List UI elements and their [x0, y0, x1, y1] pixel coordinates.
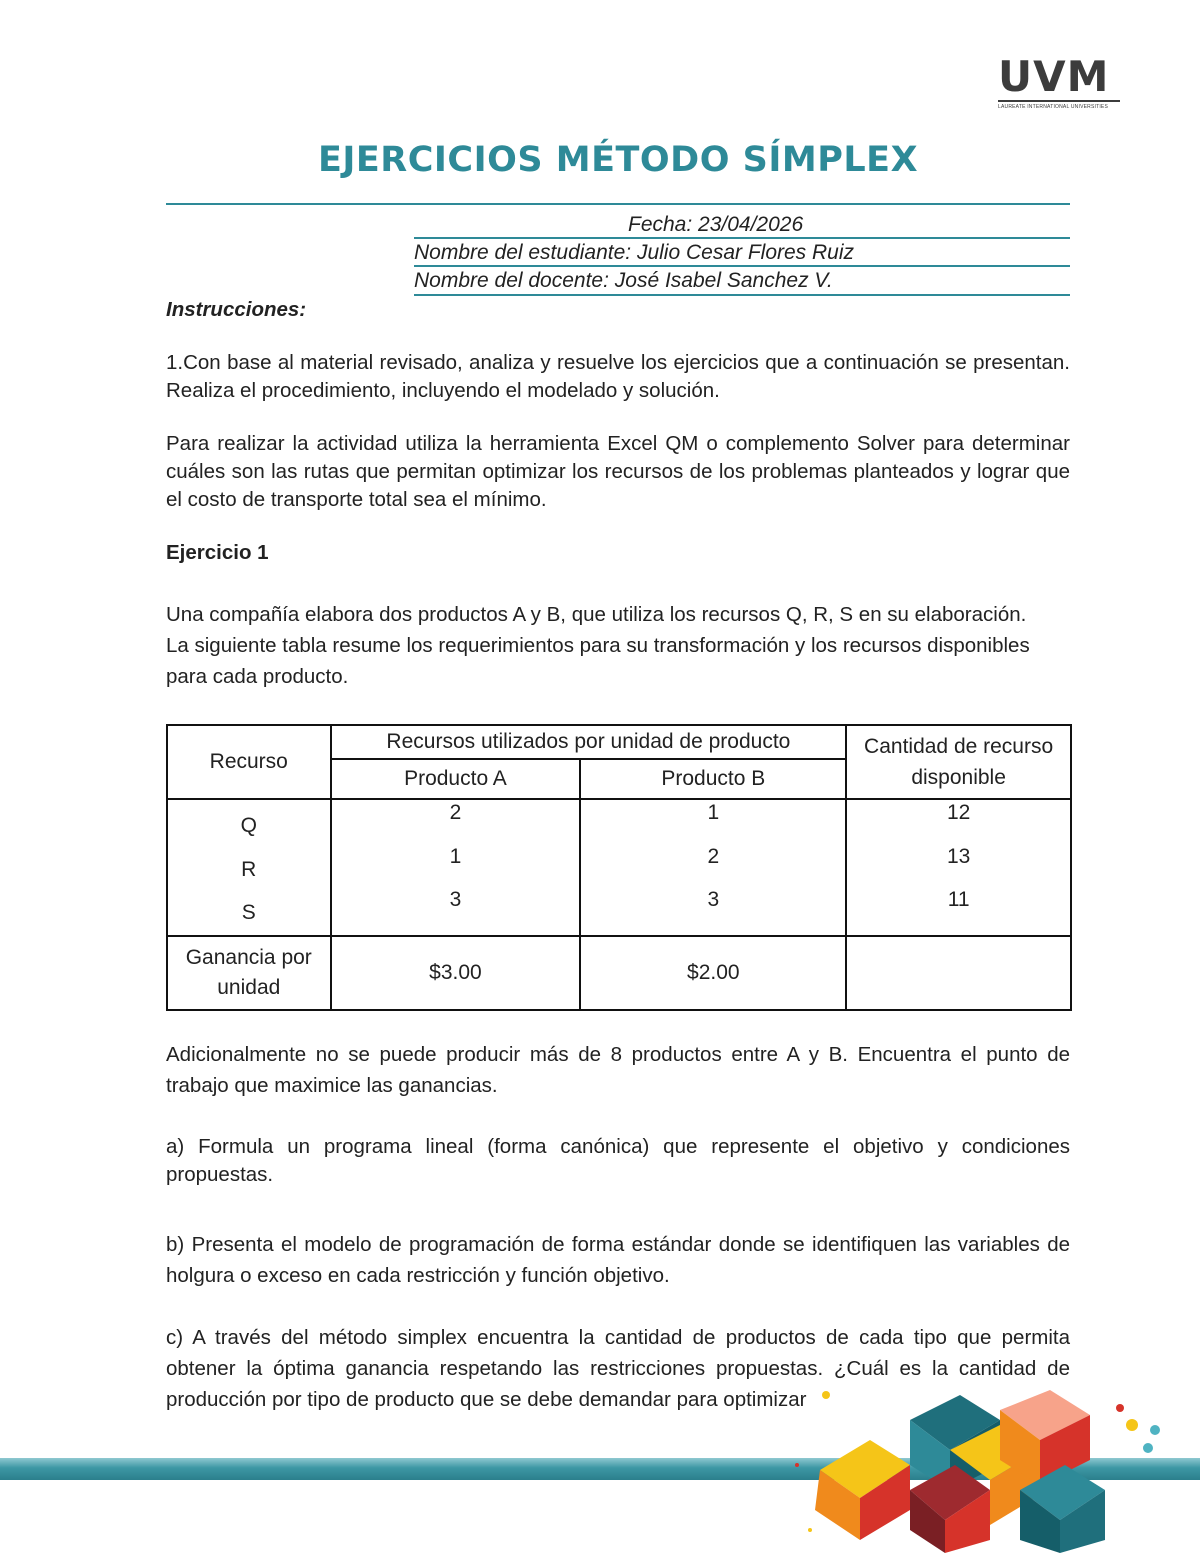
resources-table	[166, 724, 1072, 1011]
b-s: 3	[707, 888, 720, 911]
uvm-logo	[998, 52, 1120, 110]
paragraph-4: Adicionalmente no se puede producir más de 8 productos entre A y B. Encuentra el punto de trabajo que maximice las ganancias.	[166, 1043, 1070, 1097]
b-r: 2	[707, 844, 720, 868]
paragraph-2: Para realizar la actividad utiliza la herramienta Excel QM o complemento Solver para determinar cuáles son las rutas que permitan optimizar los recursos de los problemas planteados y lograr que el costo de transporte total sea el mínimo.	[166, 432, 1070, 511]
item-c: c) A través del método simplex encuentra la cantidad de productos de cada tipo que permita obtener la óptima ganancia respetando las restricciones propuestas. ¿Cuál es la cantidad de producción por tipo de producto que se debe demandar para optimizar	[166, 1326, 1070, 1411]
producto-a-column	[331, 799, 581, 936]
a-r: 1	[449, 844, 462, 868]
recurso-q: Q	[240, 814, 257, 837]
a-q: 2	[449, 801, 462, 824]
item-b: b) Presenta el modelo de programación de forma estándar donde se identifiquen las variables de holgura o exceso en cada restricción y función objetivo.	[166, 1233, 1070, 1287]
header-recurso: Recurso	[167, 725, 331, 799]
teacher-line: Nombre del docente: José Isabel Sanchez V.	[414, 269, 833, 292]
disp-s: 11	[947, 888, 970, 911]
logo-text: UVM	[998, 52, 1110, 101]
logo-subtitle: LAUREATE INTERNATIONAL UNIVERSITIES	[998, 100, 1120, 110]
recurso-column	[167, 799, 331, 936]
exercise-label: Ejercicio 1	[166, 541, 269, 564]
paragraph-3: Una compañía elabora dos productos A y B, que utiliza los recursos Q, R, S en su elaboración. La siguiente tabla resume los requerimientos para su transformación y los recursos disponibles para cada producto.	[166, 603, 1030, 688]
instructions-label: Instrucciones:	[166, 298, 307, 321]
recurso-r: R	[241, 857, 257, 881]
paragraph-1: 1.Con base al material revisado, analiza y resuelve los ejercicios que a continuación se presentan. Realiza el procedimiento, incluyendo el modelado y solución.	[166, 351, 1070, 402]
header-producto-b: Producto B	[580, 759, 846, 799]
ganancia-a: $3.00	[331, 936, 581, 1010]
header-disponible: Cantidad de recurso disponible	[846, 725, 1071, 799]
a-s: 3	[449, 888, 462, 911]
title-rule	[166, 203, 1070, 205]
student-rule	[414, 265, 1070, 267]
cube-graphic	[795, 1390, 1160, 1553]
b-q: 1	[707, 801, 720, 824]
student-line: Nombre del estudiante: Julio Cesar Flores Ruiz	[414, 241, 855, 264]
decorative-cubes	[760, 1380, 1200, 1553]
fecha-rule	[414, 237, 1070, 239]
page-title: EJERCICIOS MÉTODO SÍMPLEX	[317, 140, 919, 180]
item-a: a) Formula un programa lineal (forma canónica) que represente el objetivo y condiciones propuestas.	[166, 1135, 1070, 1186]
disp-r: 13	[946, 844, 971, 868]
ganancia-b: $2.00	[580, 936, 846, 1010]
header-group: Recursos utilizados por unidad de producto	[331, 725, 847, 759]
ganancia-label: Ganancia por unidad	[167, 936, 331, 1010]
disp-q: 12	[946, 801, 971, 824]
fecha-line: Fecha: 23/04/2026	[628, 213, 804, 236]
producto-b-column	[580, 799, 846, 936]
header-producto-a: Producto A	[331, 759, 581, 799]
ganancia-empty	[846, 936, 1071, 1010]
recurso-s: S	[241, 901, 256, 924]
disponible-column	[846, 799, 1071, 936]
